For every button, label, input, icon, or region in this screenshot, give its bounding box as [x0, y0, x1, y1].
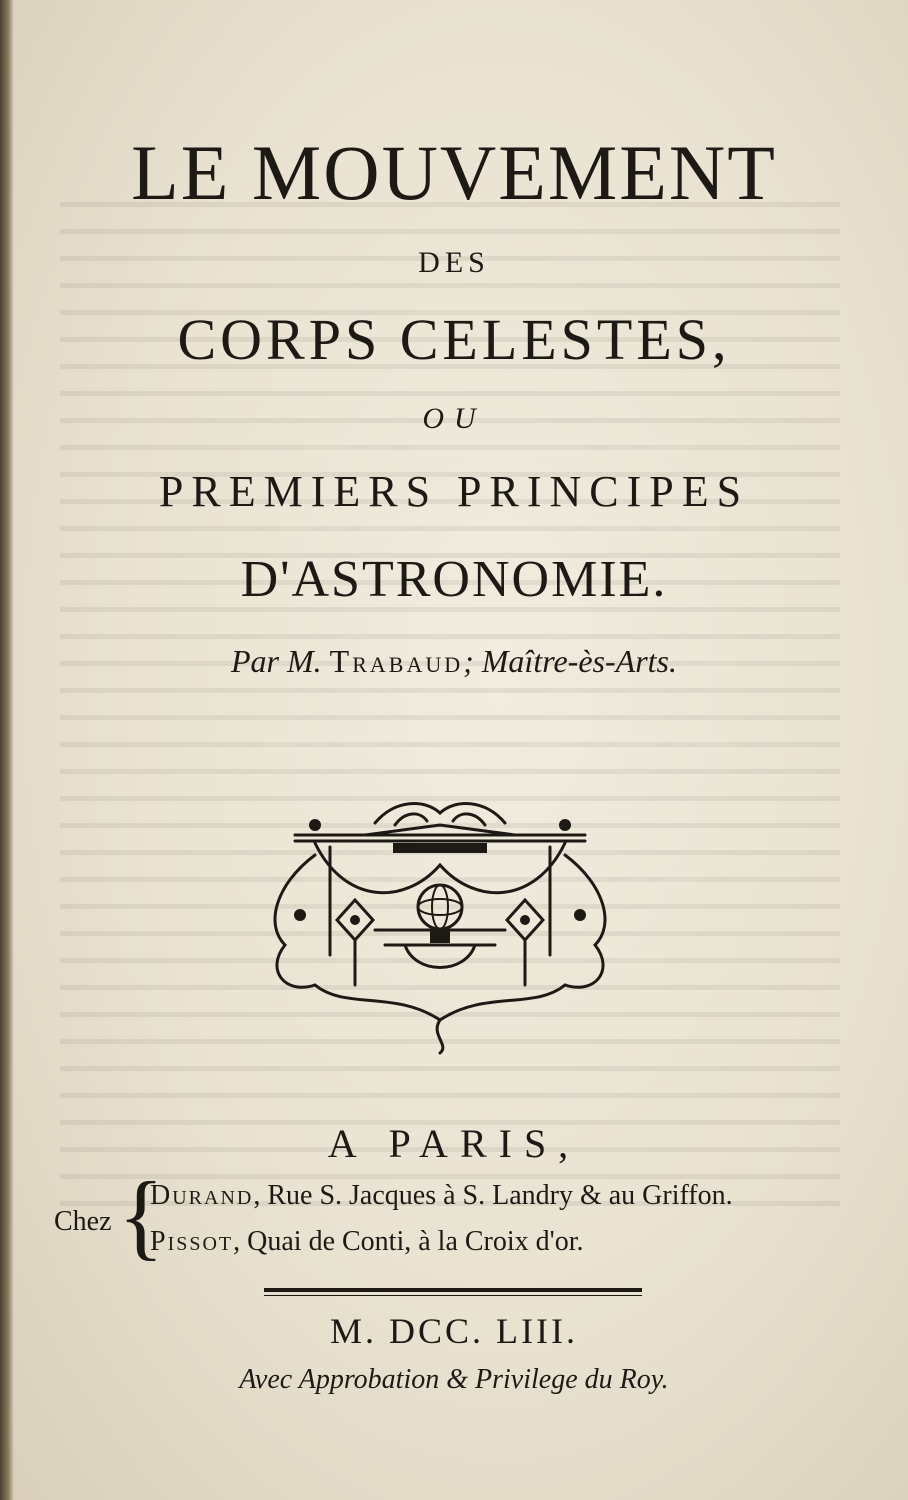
book-binding-edge — [0, 0, 14, 1500]
author-suffix: ; Maître-ès-Arts. — [463, 643, 677, 679]
publisher-line — [150, 1226, 583, 1258]
title-des: DES — [418, 246, 490, 279]
author-prefix: Par M. — [231, 643, 322, 679]
title-corps-celestes: CORPS CELESTES, — [177, 307, 731, 372]
publisher-line — [150, 1180, 733, 1212]
publisher-name: Pissot — [150, 1226, 234, 1257]
author-name: Trabaud — [329, 643, 464, 679]
title-ou: OU — [422, 402, 486, 435]
chez-label: Chez — [54, 1206, 112, 1237]
title-astronomie: D'ASTRONOMIE. — [240, 551, 668, 608]
publisher-address: , Quai de Conti, à la Croix d'or. — [233, 1226, 584, 1257]
brace-icon: { — [118, 1162, 165, 1269]
privilege-line: Avec Approbation & Privilege du Roy. — [239, 1364, 669, 1395]
publisher-address: , Rue S. Jacques à S. Landry & au Griffon. — [253, 1180, 733, 1211]
author-line — [0, 643, 908, 680]
armillary-sphere-vignette-icon — [255, 795, 625, 1055]
divider-rule — [264, 1288, 642, 1298]
divider-thin — [264, 1295, 642, 1296]
publisher-name: Durand — [150, 1180, 254, 1211]
divider-thick — [264, 1288, 642, 1292]
imprint-place: A PARIS, — [327, 1121, 581, 1166]
main-title: LE MOUVEMENT — [131, 129, 777, 216]
title-premiers-principes: PREMIERS PRINCIPES — [158, 467, 750, 516]
imprint-date: M. DCC. LIII. — [330, 1311, 578, 1351]
